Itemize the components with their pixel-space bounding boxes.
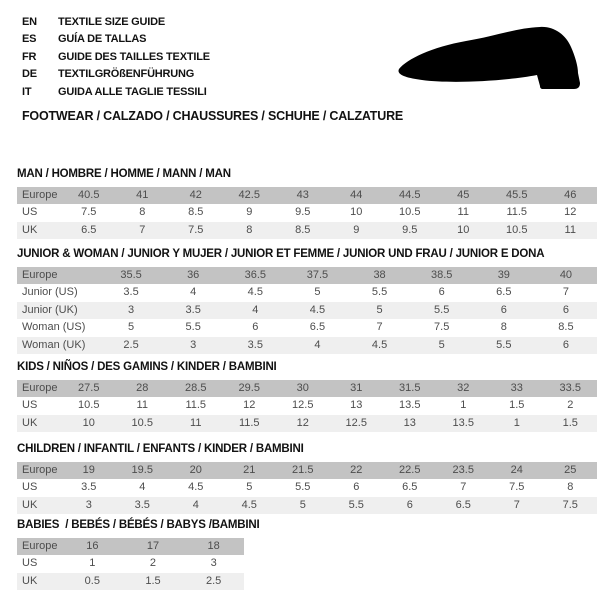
language-title: TEXTILE SIZE GUIDE (58, 15, 166, 28)
size-tables (17, 0, 592, 600)
size-cell: 4.5 (241, 498, 257, 511)
size-cell: 3 (85, 498, 92, 511)
section-2 (17, 361, 597, 432)
row-label: UK (22, 574, 38, 587)
size-cell: 13 (350, 399, 363, 412)
table-row (17, 187, 597, 204)
size-cell: 3.5 (123, 286, 139, 299)
table-row (17, 397, 597, 414)
section-title: JUNIOR & WOMAN / JUNIOR Y MUJER / JUNIOR ET FEMME / JUNIOR UND FRAU / JUNIOR E DONA (17, 248, 545, 260)
language-title: GUIDA ALLE TAGLIE TESSILI (58, 85, 207, 98)
size-cell: 35.5 (120, 269, 142, 281)
size-cell: 6 (562, 338, 569, 351)
size-cell: 9 (246, 206, 253, 219)
size-cell: 8.5 (558, 321, 574, 334)
size-cell: 8 (567, 481, 574, 494)
size-cell: 1.5 (562, 416, 578, 429)
size-cell: 6.5 (309, 321, 326, 334)
size-cell: 10.5 (399, 206, 421, 219)
size-cell: 13.5 (452, 416, 474, 429)
size-cell: 36.5 (244, 269, 267, 281)
size-cell: 10 (350, 206, 363, 219)
size-cell: 7.5 (188, 223, 204, 236)
size-cell: 8.5 (188, 206, 204, 219)
size-cell: 8 (139, 206, 146, 219)
size-cell: 39 (497, 269, 510, 281)
size-cell: 22 (350, 464, 363, 476)
size-cell: 9.5 (295, 206, 311, 219)
size-cell: 6 (353, 481, 360, 494)
size-cell: 45 (457, 189, 470, 201)
language-title: GUÍA DE TALLAS (58, 33, 147, 46)
size-cell: 11 (136, 399, 148, 412)
size-cell: 19.5 (131, 464, 153, 476)
size-cell: 6.5 (496, 286, 512, 299)
size-cell: 36 (187, 269, 200, 281)
row-label: Europe (22, 464, 58, 476)
size-cell: 17 (146, 540, 160, 552)
size-cell: 7.5 (81, 206, 97, 219)
size-cell: 2 (567, 399, 574, 412)
size-cell: 11.5 (185, 399, 207, 412)
row-label: UK (22, 498, 38, 511)
size-cell: 6 (406, 498, 413, 511)
size-cell: 3 (190, 338, 197, 351)
size-cell: 4 (252, 303, 259, 316)
size-cell: 12.5 (292, 399, 314, 412)
size-cell: 4.5 (371, 338, 388, 351)
size-cell: 22.5 (399, 464, 421, 476)
size-cell: 41 (136, 189, 149, 201)
size-table (17, 462, 597, 514)
size-cell: 10 (82, 416, 95, 429)
section-0 (17, 168, 597, 239)
size-cell: 5.5 (371, 286, 388, 299)
size-cell: 42.5 (238, 189, 260, 201)
size-cell: 8 (246, 223, 253, 236)
size-cell: 5 (246, 481, 253, 494)
size-cell: 18 (207, 540, 220, 552)
section-title: CHILDREN / INFANTIL / ENFANTS / KINDER / BAMBINI (17, 443, 304, 455)
size-cell: 46 (564, 189, 577, 201)
language-code: EN (22, 15, 37, 28)
table-row (17, 462, 597, 479)
row-label: Europe (22, 540, 58, 552)
row-label: Europe (22, 382, 58, 394)
table-row (17, 497, 597, 514)
size-table (17, 187, 597, 239)
table-row (17, 415, 597, 432)
size-cell: 38.5 (430, 269, 453, 281)
size-cell: 33.5 (559, 382, 581, 394)
size-table (17, 380, 597, 432)
size-cell: 2.5 (123, 338, 139, 351)
row-label: Junior (US) (22, 286, 78, 299)
table-row (17, 380, 597, 397)
size-cell: 29.5 (238, 382, 260, 394)
size-cell: 3.5 (134, 498, 150, 511)
size-cell: 20 (189, 464, 202, 476)
size-cell: 4 (192, 498, 199, 511)
size-cell: 4.5 (247, 286, 263, 299)
size-cell: 1 (460, 399, 467, 412)
size-cell: 4 (314, 338, 321, 351)
size-cell: 40.5 (78, 189, 100, 201)
row-label: US (22, 481, 38, 494)
size-cell: 3 (210, 557, 217, 570)
size-cell: 19 (82, 464, 95, 476)
size-table (17, 538, 244, 590)
size-cell: 5.5 (434, 303, 450, 316)
size-cell: 12 (296, 416, 309, 429)
section-3 (17, 443, 597, 514)
size-cell: 0.5 (84, 574, 100, 587)
language-code: IT (22, 85, 32, 98)
section-title: KIDS / NIÑOS / DES GAMINS / KINDER / BAMBINI (17, 361, 277, 373)
size-cell: 8 (500, 321, 507, 334)
table-row (17, 302, 597, 319)
language-code: DE (22, 68, 37, 81)
size-cell: 10 (457, 223, 470, 236)
size-cell: 42 (189, 189, 202, 201)
language-title: TEXTILGRÖßENFÜHRUNG (58, 68, 195, 81)
size-cell: 4 (190, 286, 197, 299)
size-cell: 12.5 (345, 416, 367, 429)
size-cell: 25 (564, 464, 577, 476)
language-code: ES (22, 33, 37, 46)
size-cell: 10.5 (78, 399, 100, 412)
size-cell: 8.5 (295, 223, 311, 236)
size-cell: 1.5 (509, 399, 525, 412)
size-cell: 4.5 (309, 303, 326, 316)
size-cell: 44.5 (399, 189, 421, 201)
row-label: Europe (22, 269, 58, 281)
size-cell: 11 (457, 206, 469, 219)
section-title: BABIES / BEBÉS / BÉBÉS / BABYS /BAMBINI (17, 519, 260, 531)
size-cell: 7 (460, 481, 467, 494)
table-row (17, 267, 597, 284)
table-row (17, 555, 244, 572)
size-cell: 5 (314, 286, 321, 299)
size-cell: 13 (403, 416, 416, 429)
size-cell: 28.5 (185, 382, 207, 394)
size-cell: 7 (376, 321, 383, 334)
size-cell: 6 (438, 286, 445, 299)
size-cell: 7.5 (434, 321, 450, 334)
size-cell: 9.5 (402, 223, 418, 236)
language-code: FR (22, 50, 37, 63)
row-label: US (22, 206, 38, 219)
table-row (17, 204, 597, 221)
row-label: Junior (UK) (22, 303, 78, 316)
row-label: Woman (US) (22, 321, 86, 334)
row-label: US (22, 399, 38, 412)
size-cell: 5.5 (348, 498, 364, 511)
size-cell: 5 (438, 338, 445, 351)
language-title: GUIDE DES TAILLES TEXTILE (58, 50, 210, 63)
row-label: UK (22, 223, 38, 236)
table-row (17, 479, 597, 496)
size-cell: 6 (562, 303, 569, 316)
size-cell: 11 (190, 416, 202, 429)
size-cell: 7 (562, 286, 569, 299)
size-cell: 11.5 (238, 416, 260, 429)
size-cell: 4.5 (188, 481, 204, 494)
row-label: Europe (22, 189, 58, 201)
size-cell: 9 (353, 223, 360, 236)
size-cell: 2.5 (205, 574, 222, 587)
section-1 (17, 248, 597, 354)
size-cell: 45.5 (506, 189, 528, 201)
size-cell: 31.5 (399, 382, 421, 394)
size-cell: 30 (296, 382, 309, 394)
size-cell: 1 (513, 416, 520, 429)
size-cell: 10.5 (131, 416, 153, 429)
table-row (17, 538, 244, 555)
table-row (17, 337, 597, 354)
size-cell: 7 (513, 498, 520, 511)
size-cell: 21 (243, 464, 256, 476)
row-label: UK (22, 416, 38, 429)
size-cell: 7.5 (562, 498, 578, 511)
size-cell: 6.5 (455, 498, 471, 511)
size-cell: 43 (296, 189, 309, 201)
size-cell: 12 (243, 399, 256, 412)
size-cell: 6 (252, 321, 259, 334)
table-row (17, 284, 597, 301)
size-cell: 28 (136, 382, 149, 394)
size-cell: 5 (376, 303, 383, 316)
size-cell: 44 (350, 189, 363, 201)
row-label: US (22, 557, 38, 570)
size-cell: 24 (510, 464, 523, 476)
size-cell: 7 (139, 223, 146, 236)
size-cell: 37.5 (306, 269, 329, 281)
section-4 (17, 519, 259, 590)
size-cell: 6.5 (402, 481, 418, 494)
size-cell: 6.5 (81, 223, 97, 236)
size-cell: 12 (564, 206, 577, 219)
size-cell: 13.5 (399, 399, 421, 412)
size-cell: 7.5 (509, 481, 525, 494)
size-cell: 2 (149, 557, 157, 570)
size-cell: 27.5 (78, 382, 100, 394)
size-cell: 33 (510, 382, 523, 394)
size-cell: 5 (299, 498, 306, 511)
size-cell: 40 (559, 269, 573, 281)
size-cell: 10.5 (506, 223, 528, 236)
size-cell: 5 (128, 321, 135, 334)
table-row (17, 573, 244, 590)
size-cell: 3.5 (247, 338, 263, 351)
size-cell: 32 (457, 382, 470, 394)
size-cell: 4 (139, 481, 146, 494)
row-label: Woman (UK) (22, 338, 86, 351)
table-row (17, 222, 597, 239)
size-table (17, 267, 597, 354)
size-cell: 38 (373, 269, 386, 281)
size-cell: 31 (350, 382, 363, 394)
size-cell: 5.5 (496, 338, 512, 351)
size-cell: 6 (500, 303, 507, 316)
category-line: FOOTWEAR / CALZADO / CHAUSSURES / SCHUHE / CALZATURE (22, 109, 404, 123)
table-row (17, 319, 597, 336)
size-cell: 21.5 (292, 464, 314, 476)
size-cell: 5.5 (295, 481, 311, 494)
size-cell: 3.5 (185, 303, 201, 316)
size-cell: 11 (564, 223, 576, 236)
size-cell: 16 (86, 540, 99, 552)
section-title: MAN / HOMBRE / HOMME / MANN / MAN (17, 168, 231, 180)
size-cell: 11.5 (506, 206, 528, 219)
size-cell: 3 (128, 303, 135, 316)
size-cell: 5.5 (185, 321, 201, 334)
size-cell: 1.5 (145, 574, 161, 587)
size-cell: 1 (89, 557, 96, 570)
size-cell: 23.5 (452, 464, 474, 476)
size-cell: 3.5 (81, 481, 97, 494)
